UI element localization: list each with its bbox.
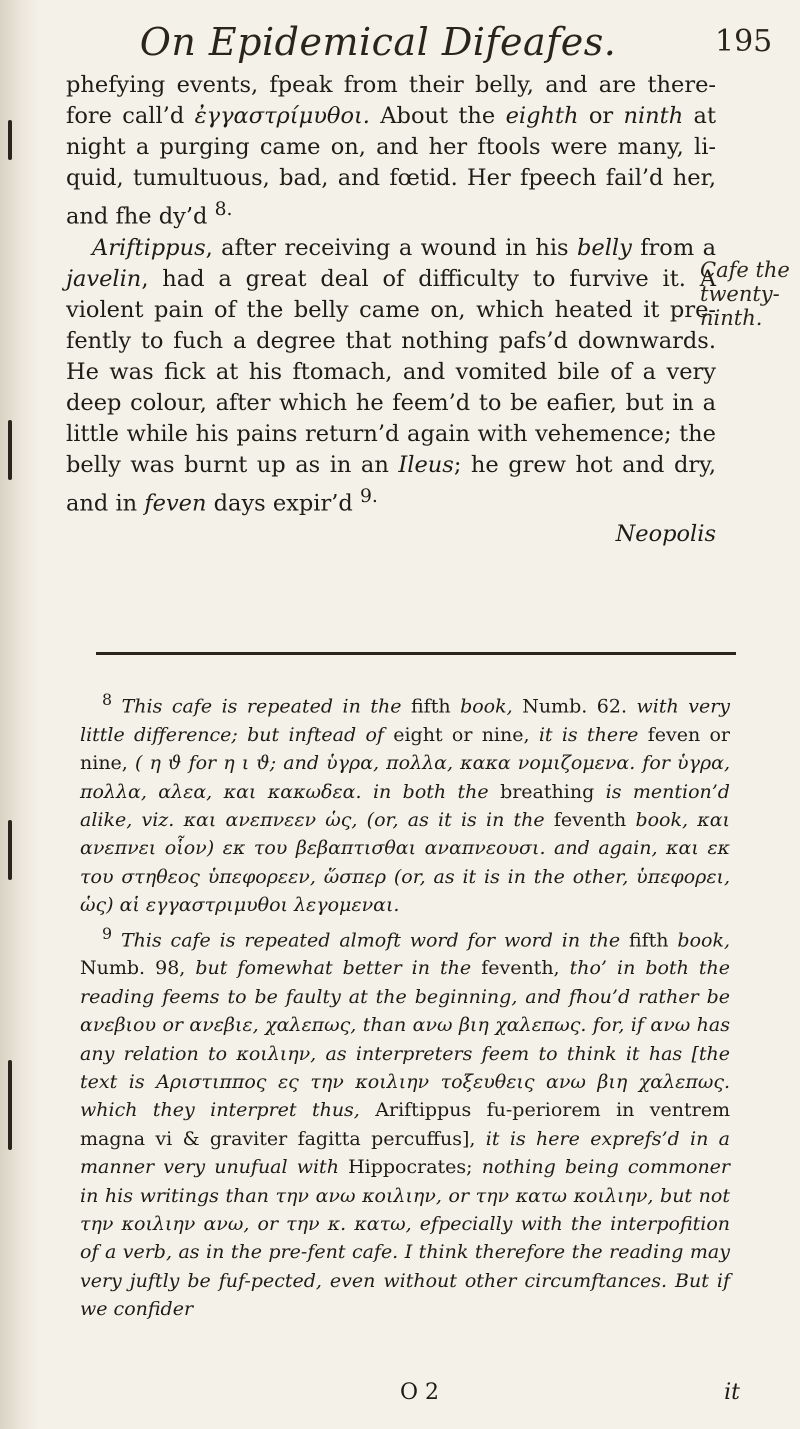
emphasis: ninth bbox=[623, 103, 684, 129]
note-text: fifth bbox=[410, 695, 451, 718]
note-text: in both the bbox=[372, 780, 489, 803]
note-text: for, if bbox=[592, 1014, 644, 1037]
page-number: 195 bbox=[715, 24, 773, 59]
note-text: for bbox=[642, 752, 670, 775]
note-text: but fomewhat better in the bbox=[195, 957, 472, 980]
footnote-ref[interactable]: 8. bbox=[214, 199, 233, 220]
paragraph-2 bbox=[66, 233, 716, 520]
margin-note bbox=[700, 258, 800, 330]
note-text: book, bbox=[677, 928, 730, 951]
footnote-marker: 9 bbox=[102, 923, 113, 943]
note-text: has any relation to bbox=[80, 1014, 730, 1065]
note-text: or bbox=[448, 1184, 470, 1207]
footnote-marker: 8 bbox=[102, 690, 113, 709]
catchword: Neopolis bbox=[615, 521, 716, 547]
gutter-shadow bbox=[8, 420, 12, 480]
footnote-ref[interactable]: 9. bbox=[359, 485, 378, 507]
margin-note-line: ninth. bbox=[700, 306, 763, 330]
page-header bbox=[0, 14, 800, 74]
greek-text: την κοιλιην ανω, bbox=[80, 1212, 250, 1235]
note-text: than bbox=[362, 1014, 407, 1037]
emphasis: belly bbox=[576, 234, 632, 261]
text-run: days expir’d bbox=[206, 490, 360, 516]
note-text: Hippocrates; bbox=[348, 1156, 473, 1179]
note-text: ( η ϑ for η ι ϑ; and bbox=[134, 752, 320, 775]
note-text: or bbox=[162, 1014, 183, 1037]
note-text: as interpreters feem to think it has [the text is bbox=[80, 1042, 730, 1093]
note-text: it is there bbox=[538, 723, 639, 746]
text-run: phefying events, fpeak from their belly, and are there-fore call’d bbox=[66, 72, 716, 129]
note-text: feven or nine, bbox=[80, 723, 731, 775]
footnotes bbox=[80, 686, 730, 1324]
note-text: which they interpret thus, bbox=[80, 1099, 360, 1122]
running-title: On Epidemical Difeafes. bbox=[139, 20, 617, 64]
page-footer bbox=[100, 1380, 740, 1405]
text-run: , had a great deal of difficulty to furvive it. A violent pain of the belly came on, which heated it pre-fently to fuch a degree that nothing pafs’d downwards. He was fick at his ftomach, and vomited bile of a very deep colour, after which he feem’d to be eafier, but in a little while his pains return’d again with vehemence; the belly was burnt up as in an bbox=[66, 265, 716, 478]
margin-note-line: twenty- bbox=[700, 282, 780, 306]
greek-text: ὑγρα, πολλα, αλεα, και κακωδεα. bbox=[80, 752, 730, 803]
greek-word: ἐγγαστρίμυθοι. bbox=[194, 103, 370, 129]
gutter-shadow bbox=[8, 1060, 12, 1150]
note-text: but not bbox=[660, 1184, 730, 1207]
note-text: it is here exprefs’d in a manner very unufual with bbox=[80, 1127, 730, 1179]
greek-text: κοιλιην, bbox=[236, 1042, 317, 1065]
greek-text: Αριστιππος ες την κοιλιην τοξευθεις ανω βιη χαλεπως. bbox=[156, 1070, 730, 1093]
note-text: tho’ in both the reading feems to be faulty at the beginning, and fhou’d rather be bbox=[80, 957, 730, 1008]
note-text: Numb. 62. bbox=[522, 695, 627, 718]
greek-text: ανω bbox=[650, 1014, 691, 1037]
greek-text: ανεβιε, χαλεπως, bbox=[189, 1014, 357, 1037]
footnote-9 bbox=[80, 920, 730, 1324]
note-text: feventh, bbox=[481, 957, 560, 980]
greek-text: και ανεπνει οἷον) εκ του βεβαπτισθαι αναπνεουσι. and again, και εκ του στηθεος ὑπεφορεεν, ὥσπερ (or, as it is in the other, ὑπεφορει, ὡς) αἱ εγγαστριμυθοι λεγομεναι. bbox=[80, 808, 731, 917]
greek-text: ανω βιη χαλεπως. bbox=[412, 1014, 587, 1037]
greek-text: την κατω κοιλιην, bbox=[475, 1184, 654, 1207]
note-text: nothing being commoner in his writings than bbox=[80, 1156, 731, 1207]
note-text: eight or nine, bbox=[393, 723, 530, 746]
greek-text: ανεβιου bbox=[80, 1014, 156, 1037]
footnote-8 bbox=[80, 686, 730, 920]
note-text: feventh bbox=[553, 808, 627, 831]
gutter-shadow bbox=[8, 820, 12, 880]
emphasis: javelin bbox=[66, 265, 142, 292]
book-gutter bbox=[0, 0, 40, 1429]
text-run: ; he grew hot and dry, and in bbox=[66, 451, 716, 516]
text-run: from a bbox=[631, 234, 716, 261]
signature-mark: O 2 bbox=[400, 1380, 440, 1405]
person-name: Ariftippus bbox=[92, 234, 206, 261]
note-text: with very little difference; but inftead of bbox=[80, 695, 731, 746]
note-text: book, bbox=[460, 695, 513, 718]
greek-text: ὑγρα, πολλα, κακα νομιζομενα. bbox=[326, 752, 636, 775]
text-run: or bbox=[578, 103, 624, 129]
greek-text: την ανω κοιλιην, bbox=[275, 1184, 442, 1207]
note-text: fifth bbox=[628, 928, 669, 951]
greek-text: την κ. κατω, bbox=[286, 1212, 412, 1235]
emphasis: Ileus bbox=[398, 451, 454, 478]
main-text bbox=[66, 70, 716, 550]
gutter-shadow bbox=[8, 120, 12, 160]
greek-text: και ανεπνεεν ὡς, (or, as it is in the bbox=[183, 808, 545, 831]
footer-catchword: it bbox=[724, 1380, 740, 1405]
emphasis: eighth bbox=[505, 103, 579, 129]
note-text: is mention’d alike, viz. bbox=[80, 780, 730, 831]
note-text: This cafe is repeated in the bbox=[121, 695, 402, 718]
note-text: breathing bbox=[500, 780, 595, 803]
note-text: Numb. 98, bbox=[80, 957, 186, 980]
note-text: Ariftippus fu-periorem in ventrem magna vi & graviter fagitta percuffus], bbox=[80, 1099, 730, 1150]
text-run: , after receiving a wound in his bbox=[205, 234, 577, 261]
paragraph-1 bbox=[66, 70, 716, 233]
text-run: at night a purging came on, and her ftools were many, li-quid, tumultuous, bad, and fœtid. Her fpeech fail’d her, and fhe dy’d bbox=[66, 103, 717, 230]
note-text: or bbox=[257, 1212, 279, 1235]
margin-note-line: Cafe the bbox=[700, 258, 790, 282]
note-text: book, bbox=[635, 808, 689, 831]
text-run: About the bbox=[369, 103, 506, 129]
emphasis: feven bbox=[144, 490, 207, 516]
note-text: efpecially with the interpofition of a verb, as in the pre-fent cafe. I think therefore the reading may very juftly be fuf-pected, even without other circumftances. But if we confider bbox=[80, 1212, 731, 1321]
footnote-rule bbox=[96, 652, 736, 655]
note-text: This cafe is repeated almoft word for word in the bbox=[120, 928, 621, 951]
